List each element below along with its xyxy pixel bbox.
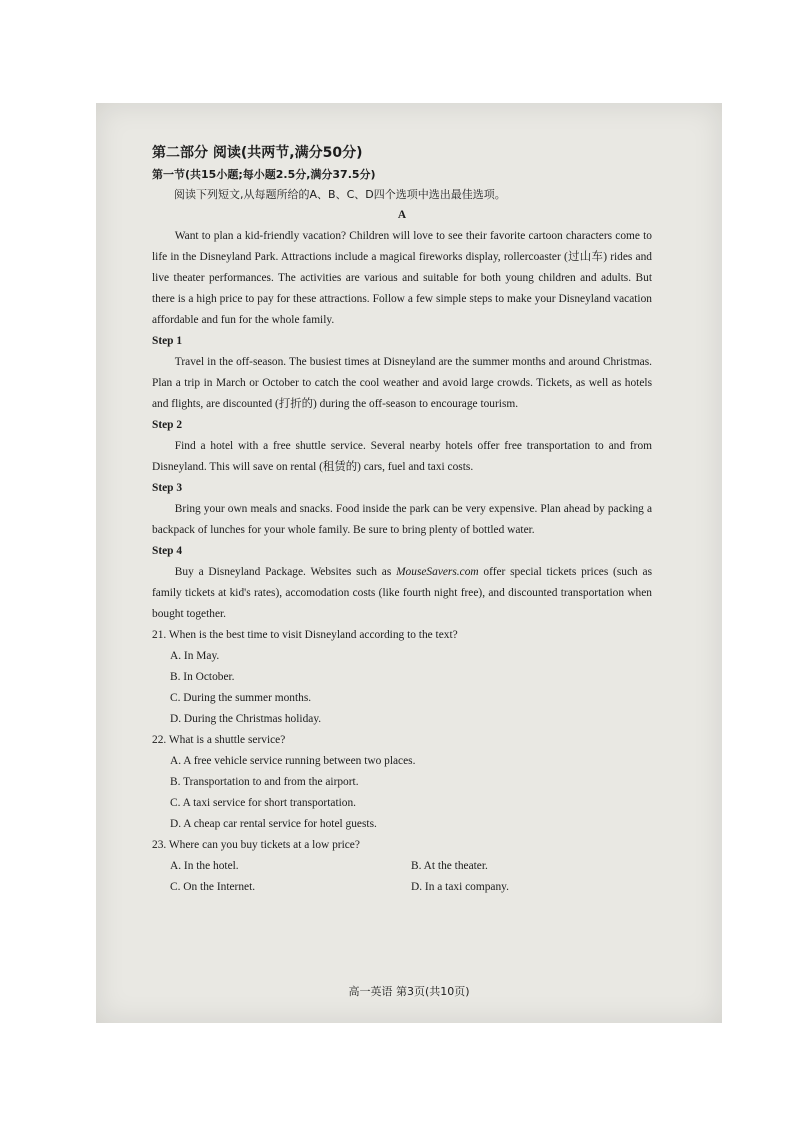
question-22 [152, 730, 652, 835]
option: B. At the theater. [411, 860, 488, 872]
option-row [170, 877, 652, 898]
website-name: MouseSavers.com [396, 566, 479, 578]
step-4-text [152, 562, 652, 625]
question-21 [152, 625, 652, 730]
passage-intro: Want to plan a kid-friendly vacation? Children will love to see their favorite cartoon characters come to life in the Disneyland Park. Attractions include a magical fireworks display, rollercoaster (过山车) rides and live theater performances. The activities are various and suitable for both young children and adults. But there is a high price to pay for these attractions. Follow a few simple steps to make your Disneyland vacation affordable and fun for the whole family. [152, 230, 652, 326]
passage-letter: A [397, 209, 407, 221]
question-23 [152, 835, 652, 898]
option: A. In the hotel. [170, 860, 239, 872]
step-3-text: Bring your own meals and snacks. Food inside the park can be very expensive. Plan ahead by packing a backpack of lunches for your whole family. Be sure to bring plenty of bottled water. [152, 503, 652, 536]
option-row [170, 856, 652, 877]
option: C. On the Internet. [170, 881, 256, 893]
step-1-text: Travel in the off-season. The busiest times at Disneyland are the summer months and around Christmas. Plan a trip in March or October to catch the cool weather and avoid large crowds. Tickets, as well as hotels and flights, are discounted (打折的) during the off-season to encourage tourism. [152, 356, 652, 410]
option: D. In a taxi company. [411, 881, 509, 893]
option: B. In October. [170, 671, 235, 683]
step-4-text-end: offer special tickets prices (such as family tickets at kid's rates), accomodation costs (like fourth night free), and discounted transportation when bought together. [152, 566, 653, 620]
section-title: 第一节(共15小题;每小题2.5分,满分37.5分) [152, 168, 376, 181]
step-4-text-start: Buy a Disneyland Package. Websites such as [174, 566, 397, 578]
question-stem: 23. Where can you buy tickets at a low price? [152, 839, 360, 851]
page-content [152, 141, 652, 898]
option: A. A free vehicle service running between two places. [170, 755, 416, 767]
option: C. During the summer months. [170, 692, 312, 704]
step-4-heading: Step 4 [152, 545, 183, 557]
step-2-text: Find a hotel with a free shuttle service. Several nearby hotels offer free transportation to and from Disneyland. This will save on rental (租赁的) cars, fuel and taxi costs. [152, 440, 652, 473]
page-footer: 高一英语 第3页(共10页) [348, 985, 470, 998]
instruction: 阅读下列短文,从每题所给的A、B、C、D四个选项中选出最佳选项。 [174, 188, 506, 201]
part-title: 第二部分 阅读(共两节,满分50分) [152, 145, 363, 161]
option: B. Transportation to and from the airport. [170, 776, 359, 788]
question-stem: 21. When is the best time to visit Disneyland according to the text? [152, 629, 458, 641]
question-stem: 22. What is a shuttle service? [152, 734, 286, 746]
option: A. In May. [170, 650, 220, 662]
exam-page [96, 103, 722, 1023]
step-3-heading: Step 3 [152, 482, 183, 494]
option: C. A taxi service for short transportation. [170, 797, 357, 809]
option: D. During the Christmas holiday. [170, 713, 322, 725]
step-2-heading: Step 2 [152, 419, 183, 431]
option: D. A cheap car rental service for hotel guests. [170, 818, 377, 830]
step-1-heading: Step 1 [152, 335, 183, 347]
